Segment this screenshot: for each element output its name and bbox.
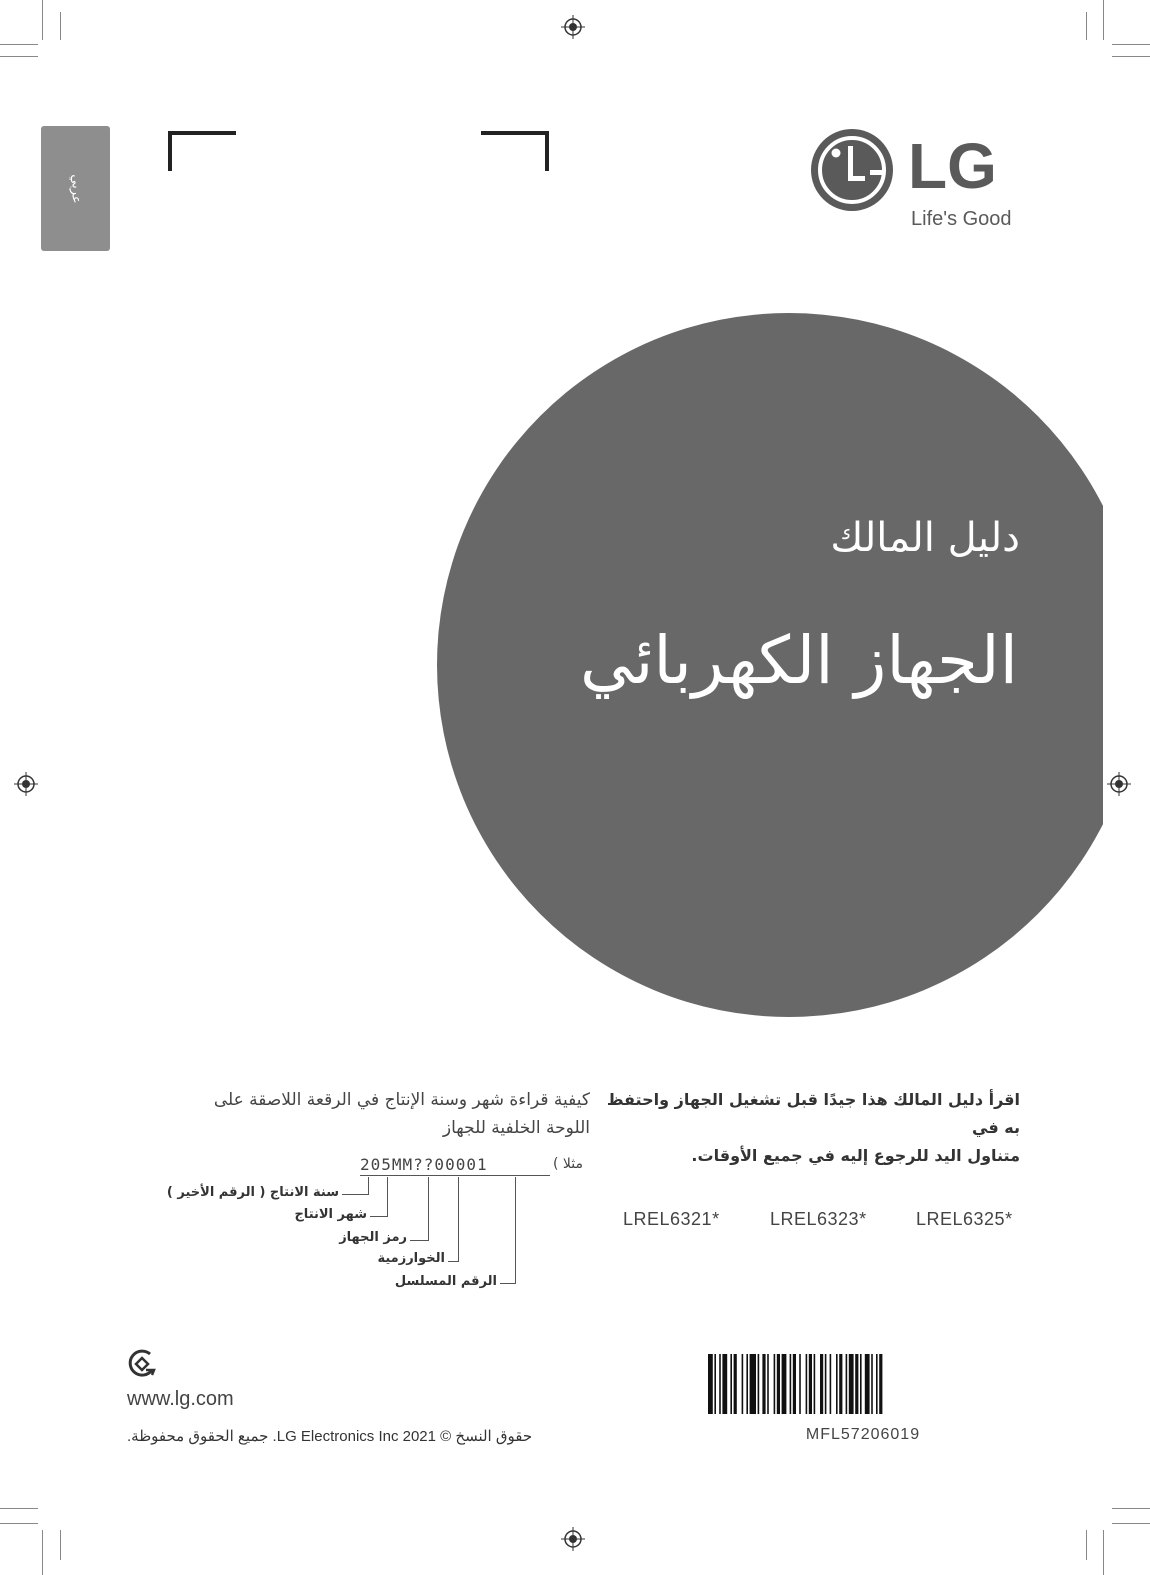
registration-mark-icon — [1107, 772, 1131, 796]
leader-line — [500, 1283, 516, 1284]
barcode-bar — [750, 1354, 756, 1414]
crop-mark — [1103, 1530, 1104, 1575]
barcode-bar — [719, 1354, 721, 1414]
howto-line: كيفية قراءة شهر وسنة الإنتاج في الرقعة اللاصقة على — [213, 1090, 590, 1110]
legend-month: شهر الانتاج — [294, 1207, 367, 1222]
barcode-bar — [860, 1354, 862, 1414]
barcode-bar — [836, 1354, 838, 1414]
barcode-bar — [782, 1354, 787, 1414]
barcode-number: MFL57206019 — [805, 1426, 921, 1443]
example-label: مثلا ) — [553, 1156, 583, 1172]
website-link[interactable]: www.lg.com — [127, 1388, 234, 1410]
howto-line: اللوحة الخلفية للجهاز — [442, 1118, 590, 1138]
barcode-bar — [855, 1354, 858, 1414]
barcode-bar — [809, 1354, 812, 1414]
barcode-bar — [774, 1354, 776, 1414]
barcode-bar — [839, 1354, 842, 1414]
legend-algorithm: الخوارزمية — [377, 1251, 445, 1266]
crop-mark — [1112, 1523, 1150, 1524]
barcode-bar — [734, 1354, 737, 1414]
example-serial-code: 205MM??00001 — [360, 1155, 488, 1174]
barcode-bar — [730, 1354, 732, 1414]
barcode-bar — [790, 1354, 792, 1414]
leader-line — [342, 1194, 369, 1195]
crop-mark — [1112, 44, 1150, 45]
leader-line — [515, 1177, 516, 1283]
leader-line — [387, 1177, 388, 1216]
barcode-bar — [806, 1354, 808, 1414]
crop-mark — [1112, 1508, 1150, 1509]
barcode-bar — [865, 1354, 870, 1414]
intro-line: متناول اليد للرجوع إليه في جميع الأوقات. — [691, 1146, 1020, 1165]
barcode-bar — [849, 1354, 854, 1414]
barcode-icon — [708, 1354, 1018, 1414]
intro-line: اقرأ دليل المالك هذا جيدًا قبل تشغيل الجهاز واحتفظ به في — [606, 1090, 1020, 1137]
production-date-heading — [120, 1086, 590, 1142]
barcode-bar — [830, 1354, 832, 1414]
crop-mark — [1112, 56, 1150, 57]
barcode-bar — [746, 1354, 748, 1414]
model-number: LREL6321* — [623, 1209, 720, 1229]
leader-line — [428, 1177, 429, 1240]
barcode-bar — [742, 1354, 744, 1414]
barcode-bar — [762, 1354, 765, 1414]
barcode-bar — [846, 1354, 848, 1414]
intro-paragraph — [600, 1086, 1020, 1170]
barcode-bar — [799, 1354, 801, 1414]
leader-line — [458, 1177, 459, 1261]
crop-mark — [1103, 0, 1104, 40]
barcode-bar — [767, 1354, 769, 1414]
barcode-bar — [879, 1354, 882, 1414]
brand-name: LG — [908, 130, 997, 202]
barcode-bar — [777, 1354, 780, 1414]
barcode-bar — [820, 1354, 823, 1414]
brand-tagline: Life's Good — [911, 208, 1012, 230]
leader-line — [410, 1240, 429, 1241]
model-number: LREL6325* — [916, 1209, 1013, 1229]
leader-line — [448, 1261, 459, 1262]
barcode-bar — [876, 1354, 878, 1414]
document-type: دليل المالك — [830, 515, 1020, 561]
leader-line — [368, 1177, 369, 1194]
barcode-bar — [825, 1354, 827, 1414]
language-tab-label: عربي — [68, 173, 83, 204]
legend-year: سنة الانتاج ( الرقم الأخير ) — [166, 1185, 339, 1200]
leader-line — [370, 1216, 388, 1217]
barcode-bar — [708, 1354, 713, 1414]
example-code-underline — [360, 1175, 550, 1176]
legend-serial: الرقم المسلسل — [394, 1274, 497, 1289]
barcode-bar — [814, 1354, 816, 1414]
barcode-bar — [793, 1354, 796, 1414]
barcode-bar — [714, 1354, 716, 1414]
document-title: الجهاز الكهربائي — [579, 622, 1018, 699]
barcode-bar — [871, 1354, 873, 1414]
recycle-icon — [126, 1348, 158, 1380]
copyright-notice: حقوق النسخ © 2021 LG Electronics Inc. جميع الحقوق محفوظة. — [127, 1428, 533, 1445]
barcode-bar — [758, 1354, 760, 1414]
barcode-bar — [722, 1354, 727, 1414]
model-number: LREL6323* — [770, 1209, 867, 1229]
legend-product-code: رمز الجهاز — [339, 1230, 407, 1245]
